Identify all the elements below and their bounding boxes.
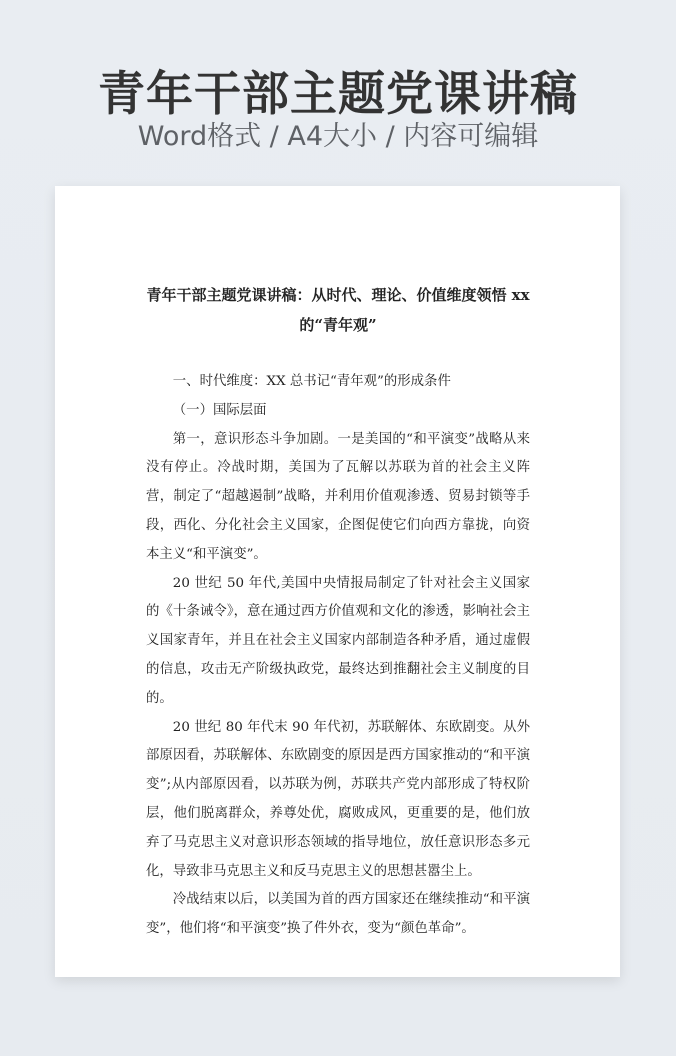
document-content [146,280,530,944]
banner-subtitle: Word格式 / A4大小 / 内容可编辑 [137,121,539,152]
document-body [146,368,530,944]
banner-header [0,0,676,186]
paragraph-2: 20 世纪 50 年代,美国中央情报局制定了针对社会主义国家的《十条诫令》，意在通过西方价值观和文化的渗透，影响社会主义国家青年，并且在社会主义国家内部制造各种矛盾，通过虚假的信息，攻击无产阶级执政党，最终达到推翻社会主义制度的目的。 [146,575,530,706]
document-title: 青年干部主题党课讲稿：从时代、理论、价值维度领悟 xx 的“青年观” [146,286,530,334]
section-heading: 一、时代维度：XX 总书记“青年观”的形成条件 [172,374,451,389]
banner-title: 青年干部主题党课讲稿 [98,67,578,122]
paragraph-1: 第一，意识形态斗争加剧。一是美国的“和平演变”战略从来没有停止。冷战时期，美国为了瓦解以苏联为首的社会主义阵营，制定了“超越遏制”战略，并利用价值观渗透、贸易封锁等手段，西化、分化社会主义国家，企图促使它们向西方靠拢，向资本主义“和平演变”。 [146,431,530,562]
paragraph-4: 冷战结束以后，以美国为首的西方国家还在继续推动“和平演变”，他们将“和平演变”换了件外衣，变为“颜色革命”。 [146,892,530,937]
subsection-heading: （一）国际层面 [172,402,267,418]
paragraph-3: 20 世纪 80 年代末 90 年代初，苏联解体、东欧剧变。从外部原因看，苏联解体、东欧剧变的原因是西方国家推动的“和平演变”;从内部原因看，以苏联为例，苏联共产党内部形成了特权阶层，他们脱离群众，养尊处优，腐败成风，更重要的是，他们放弃了马克思主义对意识形态领域的指导地位，放任意识形态多元化，导致非马克思主义和反马克思主义的思想甚嚣尘上。 [146,719,530,879]
document-page [55,186,620,977]
